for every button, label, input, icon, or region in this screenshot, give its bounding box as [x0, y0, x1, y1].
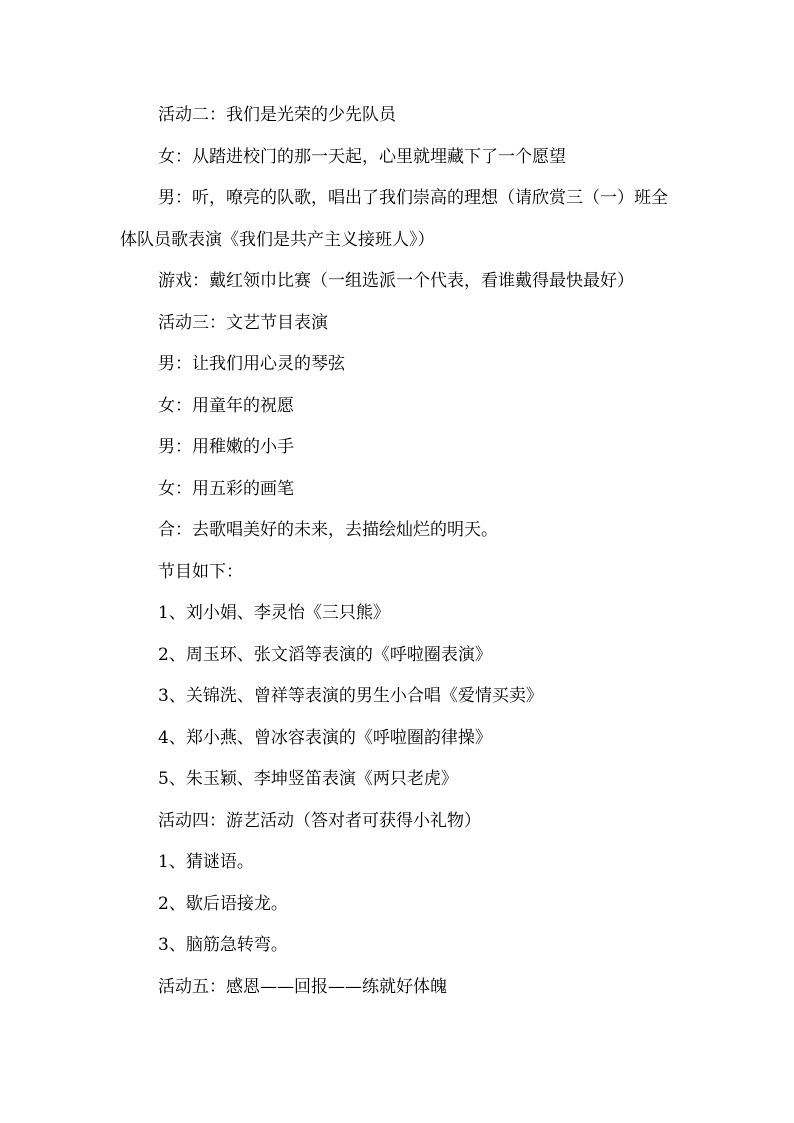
paragraph-activity-four-title: 活动四：游艺活动（答对者可获得小礼物）: [158, 810, 481, 831]
paragraph: 女：用五彩的画笔: [158, 478, 294, 499]
paragraph-program-list-heading: 节目如下：: [158, 561, 243, 582]
paragraph: 游戏：戴红领巾比赛（一组选派一个代表，看谁戴得最快最好）: [158, 271, 634, 291]
paragraph: 女：从踏进校门的那一天起，心里就埋藏下了一个愿望: [158, 146, 566, 167]
program-list-item: 5、朱玉颖、李坤竖笛表演《两只老虎》: [158, 769, 458, 789]
paragraph: 男：用稚嫩的小手: [158, 437, 294, 457]
game-list-item: 1、猜谜语。: [158, 852, 254, 872]
paragraph-activity-five-title: 活动五：感恩——回报——练就好体魄: [158, 976, 447, 997]
paragraph: 男：让我们用心灵的琴弦: [158, 354, 345, 374]
game-list-item: 3、脑筋急转弯。: [158, 935, 288, 955]
program-list-item: 1、刘小娟、李灵怡《三只熊》: [158, 603, 390, 623]
paragraph: 女：用童年的祝愿: [158, 395, 294, 416]
paragraph: 合：去歌唱美好的未来，去描绘灿烂的明天。: [158, 520, 498, 540]
paragraph-activity-two-title: 活动二：我们是光荣的少先队员: [158, 105, 396, 125]
program-list-item: 4、郑小燕、曾冰容表演的《呼啦圈韵律操》: [158, 727, 492, 748]
game-list-item: 2、歇后语接龙。: [158, 893, 288, 914]
program-list-item: 3、关锦洗、曾祥等表演的男生小合唱《爱情买卖》: [158, 686, 543, 706]
paragraph: 男：听，嘹亮的队歌，唱出了我们崇高的理想（请欣赏三（一）班全体队员歌表演《我们是共产主义接班人》）: [120, 188, 668, 250]
paragraph-activity-three-title: 活动三：文艺节目表演: [158, 312, 328, 333]
program-list-item: 2、周玉环、张文滔等表演的《呼啦圈表演》: [158, 644, 492, 665]
document-body: [120, 95, 680, 1008]
